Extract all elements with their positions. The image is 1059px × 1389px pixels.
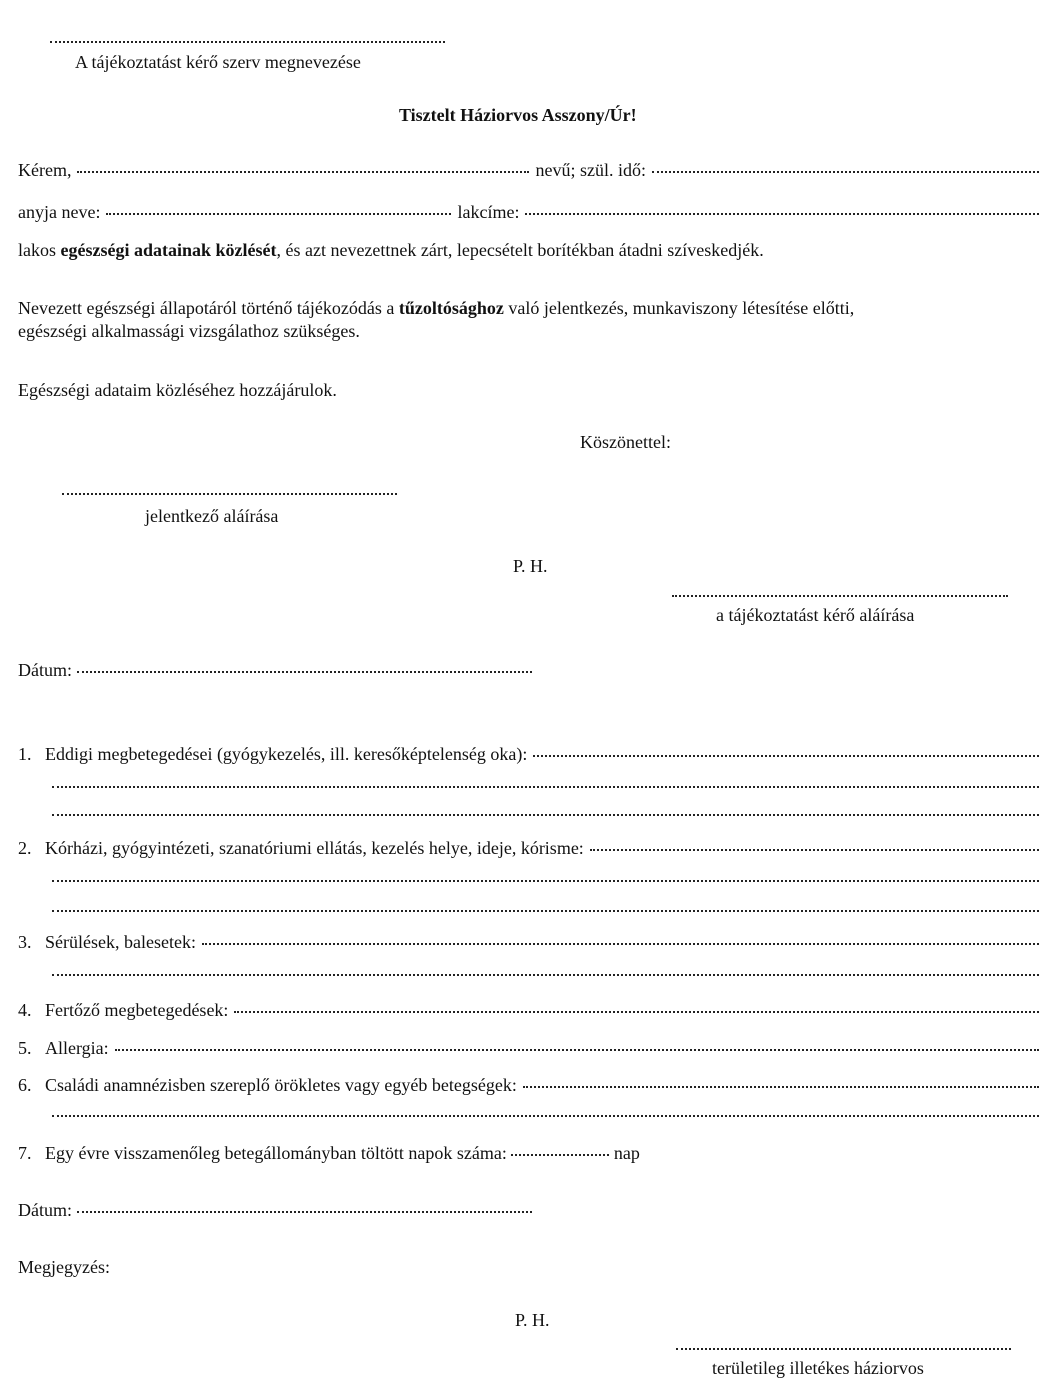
question-3-answer-field[interactable] — [202, 943, 1039, 945]
salutation: Tisztelt Háziorvos Asszony/Úr! — [399, 105, 637, 125]
question-3 — [18, 932, 1039, 953]
question-2-text: Kórházi, gyógyintézeti, szanatóriumi ellátás, kezelés helye, ideje, kórisme: — [45, 838, 584, 858]
question-3-answer-line-2[interactable] — [52, 974, 1039, 976]
question-7-text: Egy évre visszamenőleg betegállományban töltött napok száma: — [45, 1143, 507, 1163]
question-5-number: 5. — [18, 1038, 32, 1058]
question-2-answer-field[interactable] — [590, 849, 1039, 851]
question-2-number: 2. — [18, 838, 32, 858]
birth-date-label: nevű; szül. idő: — [535, 160, 646, 180]
request-text-pre: lakos — [18, 240, 61, 260]
question-7 — [18, 1143, 640, 1164]
org-name-caption: A tájékoztatást kérő szerv megnevezése — [75, 52, 361, 72]
date-field-2[interactable] — [77, 1211, 532, 1213]
birth-date-field[interactable] — [652, 171, 1039, 173]
question-2 — [18, 838, 1039, 859]
question-2-answer-line-3[interactable] — [52, 910, 1039, 912]
purpose-text-post: való jelentkezés, munkaviszony létesítése előtti, — [503, 298, 855, 318]
question-1 — [18, 744, 1039, 765]
question-3-number: 3. — [18, 932, 32, 952]
date-field-1[interactable] — [77, 671, 532, 673]
applicant-signature-caption: jelentkező aláírása — [145, 506, 279, 526]
question-5-answer-field[interactable] — [115, 1049, 1039, 1051]
purpose-line-1 — [18, 298, 854, 319]
org-name-field[interactable] — [50, 30, 445, 51]
kerem-label: Kérem, — [18, 160, 72, 180]
stamp-placeholder-1: P. H. — [513, 556, 548, 576]
date-label-1: Dátum: — [18, 660, 72, 680]
question-1-answer-line-3[interactable] — [52, 814, 1039, 816]
question-1-text: Eddigi megbetegedései (gyógykezelés, ill. keresőképtelenség oka): — [45, 744, 528, 764]
question-4 — [18, 1000, 1039, 1021]
date-row-2 — [18, 1200, 532, 1221]
purpose-text-bold: tűzoltósághoz — [398, 298, 504, 318]
doctor-signature-field[interactable] — [676, 1337, 1011, 1358]
question-5 — [18, 1038, 1039, 1059]
question-4-text: Fertőző megbetegedések: — [45, 1000, 229, 1020]
question-4-answer-field[interactable] — [234, 1011, 1039, 1013]
question-6 — [18, 1075, 1039, 1096]
purpose-line-2: egészségi alkalmassági vizsgálathoz szükséges. — [18, 321, 360, 341]
question-7-number: 7. — [18, 1143, 32, 1163]
question-1-answer-line-2[interactable] — [52, 786, 1039, 788]
date-label-2: Dátum: — [18, 1200, 72, 1220]
consent-statement: Egészségi adataim közléséhez hozzájárulok. — [18, 380, 337, 400]
request-text-bold: egészségi adatainak közlését — [60, 240, 277, 260]
thanks-text: Köszönettel: — [580, 432, 671, 452]
question-2-answer-line-2[interactable] — [52, 880, 1039, 882]
date-row-1 — [18, 660, 532, 681]
request-sentence — [18, 240, 764, 261]
question-7-answer-field[interactable] — [511, 1154, 609, 1156]
question-6-answer-line-2[interactable] — [52, 1115, 1039, 1117]
mother-address-row — [18, 202, 1039, 223]
mother-name-field[interactable] — [106, 213, 451, 215]
question-6-text: Családi anamnézisben szereplő örökletes vagy egyéb betegségek: — [45, 1075, 517, 1095]
question-1-number: 1. — [18, 744, 32, 764]
purpose-text-pre: Nevezett egészségi állapotáról történő tájékozódás a — [18, 298, 399, 318]
mother-name-label: anyja neve: — [18, 202, 101, 222]
question-3-text: Sérülések, balesetek: — [45, 932, 196, 952]
requester-signature-caption: a tájékoztatást kérő aláírása — [716, 605, 915, 625]
doctor-signature-caption: területileg illetékes háziorvos — [712, 1358, 924, 1378]
patient-name-field[interactable] — [77, 171, 529, 173]
request-text-post: , és azt nevezettnek zárt, lepecsételt borítékban átadni szíveskedjék. — [276, 240, 764, 260]
question-4-number: 4. — [18, 1000, 32, 1020]
remark-label: Megjegyzés: — [18, 1257, 110, 1277]
address-field[interactable] — [525, 213, 1039, 215]
question-6-number: 6. — [18, 1075, 32, 1095]
applicant-signature-field[interactable] — [62, 482, 397, 503]
address-label: lakcíme: — [457, 202, 520, 222]
name-birth-row — [18, 160, 1039, 181]
question-7-suffix: nap — [613, 1143, 640, 1163]
stamp-placeholder-2: P. H. — [515, 1310, 550, 1330]
question-5-text: Allergia: — [45, 1038, 109, 1058]
requester-signature-field[interactable] — [672, 584, 1008, 605]
question-1-answer-field[interactable] — [533, 755, 1039, 757]
question-6-answer-field[interactable] — [523, 1086, 1039, 1088]
